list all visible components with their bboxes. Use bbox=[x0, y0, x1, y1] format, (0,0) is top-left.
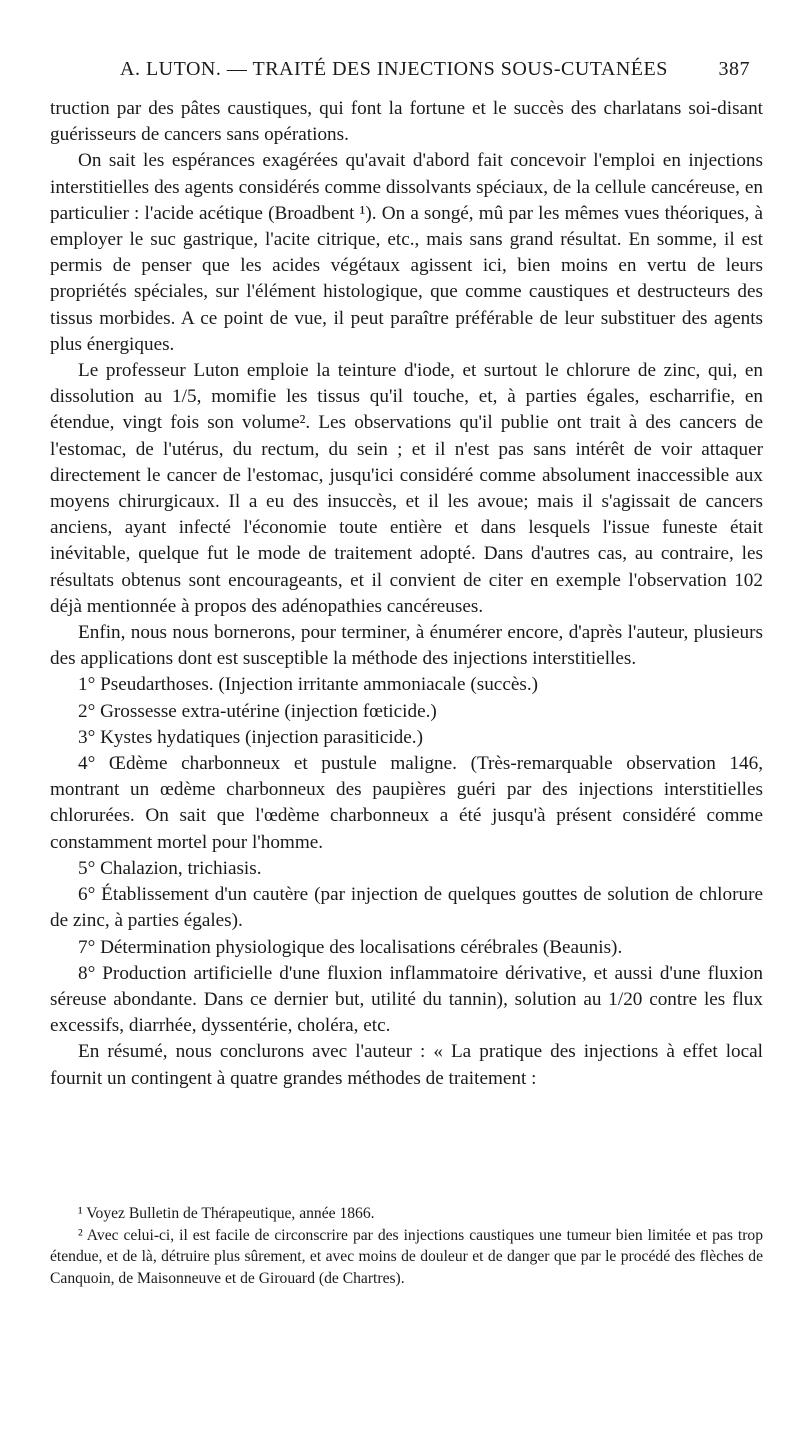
running-title: A. LUTON. — TRAITÉ DES INJECTIONS SOUS-CUTANÉES bbox=[120, 58, 668, 80]
paragraph: Le professeur Luton emploie la teinture d'iode, et surtout le chlorure de zinc, qui, en dissolution au 1/5, momifie les tissus qu'il touche, et, à parties égales, escharrifie, en étendue, vingt fois son volume². Les observations qu'il publie ont trait à des cancers de l'estomac, de l'utérus, du rectum, du sein ; et il n'est pas sans intérêt de voir attaquer directement le cancer de l'estomac, jusqu'ici considéré comme absolument inaccessible aux moyens chirurgicaux. Il a eu des insuccès, et il les avoue; mais il s'agissait de cancers anciens, ayant infecté l'économie toute entière et dans lesquels l'issue funeste était inévitable, quelque fut le mode de traitement adopté. Dans d'autres cas, au contraire, les résultats obtenus sont encourageants, et il convient de citer en exemple l'observation 102 déjà mentionnée à propos des adénopathies cancéreuses. bbox=[50, 360, 763, 617]
footnote: ¹ Voyez Bulletin de Thérapeutique, année 1866. bbox=[78, 1205, 375, 1222]
list-item: 3° Kystes hydatiques (injection parasiticide.) bbox=[78, 726, 423, 748]
list-item: 8° Production artificielle d'une fluxion inflammatoire dérivative, et aussi d'une fluxion séreuse abondante. Dans ce dernier but, utilité du tannin), solution au 1/20 contre les flux excessifs, diarrhée, dyssentérie, choléra, etc. bbox=[50, 962, 763, 1037]
paragraph: En résumé, nous conclurons avec l'auteur : « La pratique des injections à effet local fournit un contingent à quatre grandes méthodes de traitement : bbox=[50, 1041, 763, 1089]
list-item: 4° Œdème charbonneux et pustule maligne. (Très-remarquable observation 146, montrant un œdème charbonneux des paupières guéri par des injections interstitielles chlorurées. On sait que l'œdème charbonneux a été jusqu'à présent considéré comme constamment mortel pour l'homme. bbox=[50, 753, 763, 853]
paragraph: truction par des pâtes caustiques, qui font la fortune et le succès des charlatans soi-disant guérisseurs de cancers sans opérations. bbox=[50, 98, 763, 146]
list-item: 7° Détermination physiologique des localisations cérébrales (Beaunis). bbox=[78, 936, 623, 958]
paragraph: Enfin, nous nous bornerons, pour terminer, à énumérer encore, d'après l'auteur, plusieurs des applications dont est susceptible la méthode des injections interstitielles. bbox=[50, 622, 763, 670]
list-item: 2° Grossesse extra-utérine (injection fœticide.) bbox=[78, 700, 437, 722]
main-text bbox=[50, 96, 763, 1092]
running-header bbox=[120, 58, 750, 88]
list-item: 6° Établissement d'un cautère (par injection de quelques gouttes de solution de chlorure de zinc, à parties égales). bbox=[50, 884, 763, 932]
footnotes bbox=[50, 1203, 763, 1289]
list-item: 5° Chalazion, trichiasis. bbox=[78, 857, 262, 879]
paragraph: On sait les espérances exagérées qu'avait d'abord fait concevoir l'emploi en injections interstitielles des agents considérés comme dissolvants spéciaux, de la cellule cancéreuse, en particulier : l'acide acétique (Broadbent ¹). On a songé, mû par les mêmes vues théoriques, à employer le suc gastrique, l'acite citrique, etc., mais sans grand résultat. En somme, il est permis de penser que les acides végétaux agissent ici, bien moins en vertu de leurs propriétés spéciales, sur l'élément histologique, que comme caustiques et destructeurs des tissus morbides. A ce point de vue, il peut paraître préférable de leur substituer des agents plus énergiques. bbox=[50, 150, 763, 355]
footnote: ² Avec celui-ci, il est facile de circonscrire par des injections caustiques une tumeur bien limitée et pas trop étendue, et de là, détruire plus sûrement, et avec moins de douleur et de danger que par le procédé des flèches de Canquoin, de Maisonneuve et de Girouard (de Chartres). bbox=[50, 1226, 763, 1287]
list-item: 1° Pseudarthoses. (Injection irritante ammoniacale (succès.) bbox=[78, 674, 539, 696]
page-number: 387 bbox=[718, 58, 750, 80]
